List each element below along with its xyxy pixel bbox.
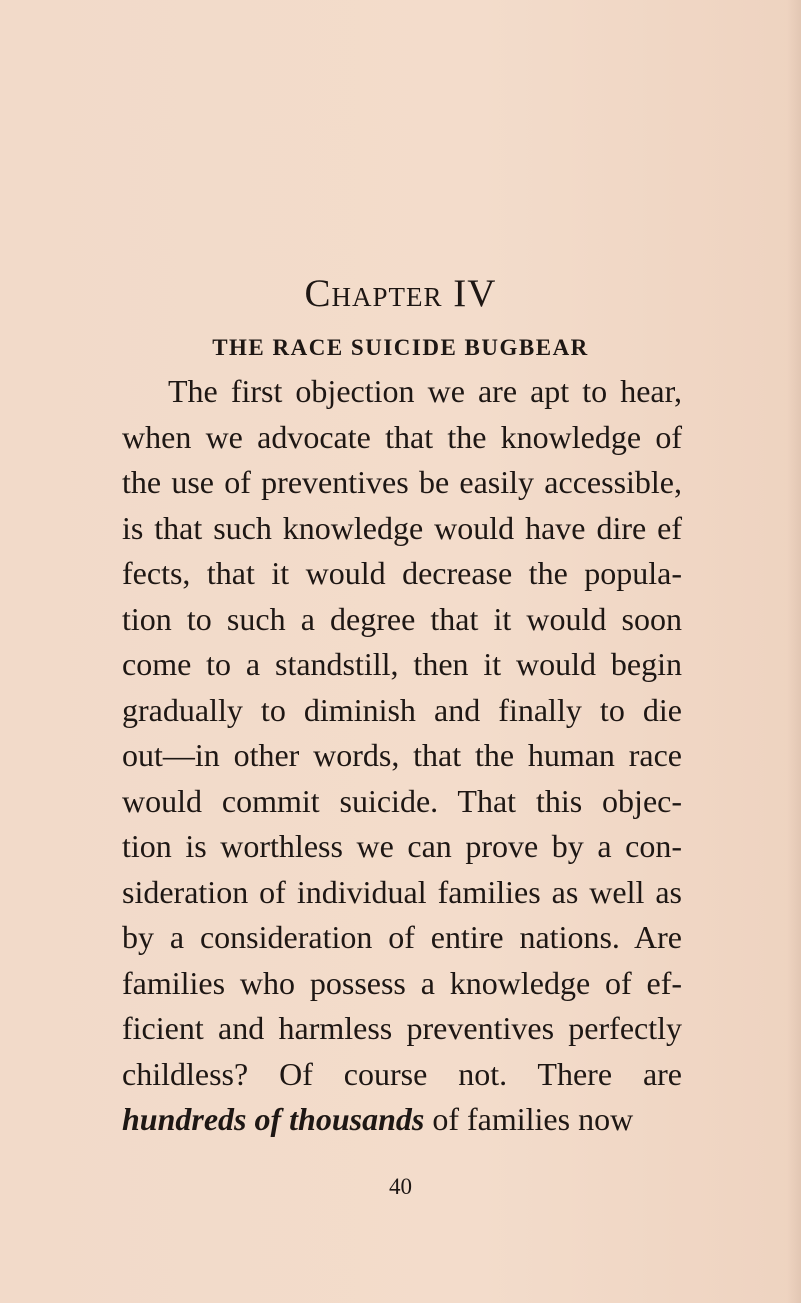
text-line: sideration of individual families as well as [122, 873, 682, 910]
chapter-title: THE RACE SUICIDE BUGBEAR [212, 335, 589, 360]
text-line: fects, that it would decrease the popula- [122, 555, 682, 591]
text-line: is that such knowledge would have dire ef [122, 509, 682, 546]
body-paragraph [122, 369, 682, 1143]
page-number: 40 [389, 1174, 412, 1199]
text-line: childless? Of course not. There are [122, 1055, 682, 1092]
text-line-remainder: of families now [424, 1101, 634, 1137]
text-line: come to a standstill, then it would begin [122, 646, 682, 682]
text-line: the use of preventives be easily accessible, [122, 464, 682, 500]
text-line: The first objection we are apt to hear, [168, 373, 682, 409]
emphasized-text: hundreds of thousands [122, 1101, 425, 1137]
text-line: would commit suicide. That this objec- [122, 782, 682, 819]
text-line-last [122, 1097, 682, 1143]
text-line: tion is worthless we can prove by a con- [122, 828, 682, 864]
text-line: by a consideration of entire nations. Are [122, 919, 682, 955]
text-line: when we advocate that the knowledge of [122, 418, 682, 455]
text-line: tion to such a degree that it would soon [122, 600, 682, 637]
text-line: gradually to diminish and finally to die [122, 691, 682, 728]
text-line: ficient and harmless preventives perfectly [122, 1010, 682, 1046]
page-edge-shadow [787, 0, 801, 1303]
text-line: families who possess a knowledge of ef- [122, 964, 682, 1001]
chapter-heading: Chapter IV [304, 272, 497, 315]
text-line: out—in other words, that the human race [122, 737, 682, 773]
